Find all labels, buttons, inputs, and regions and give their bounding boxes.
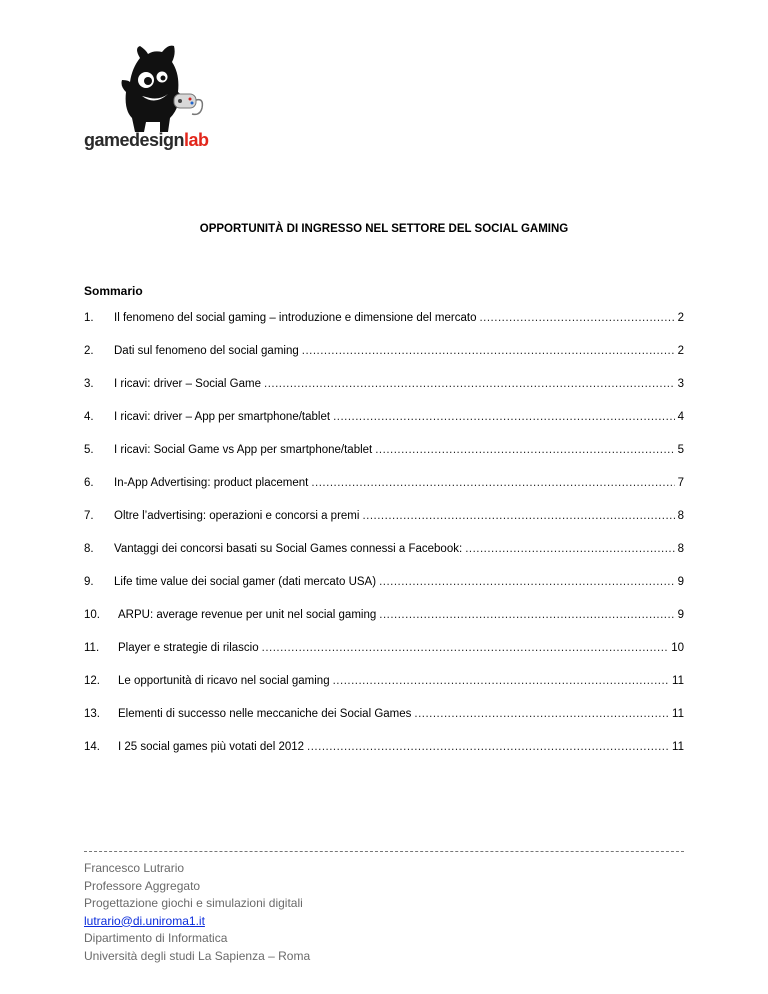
footer-divider <box>84 851 684 852</box>
toc-item[interactable]: 8. Vantaggi dei concorsi basati su Social Games connessi a Facebook: ..... 8 <box>84 543 684 576</box>
author-name: Francesco Lutrario <box>84 861 185 875</box>
toc-heading: Sommario <box>84 284 143 298</box>
document-title: OPPORTUNITÀ DI INGRESSO NEL SETTORE DEL SOCIAL GAMING <box>199 223 569 235</box>
author-footer <box>84 860 310 965</box>
toc-item[interactable]: 9. Life time value dei social gamer (dati mercato USA) ..... 9 <box>84 576 684 609</box>
toc-item[interactable]: 2. Dati sul fenomeno del social gaming ..... 2 <box>84 345 684 378</box>
author-department: Dipartimento di Informatica <box>84 931 228 945</box>
brand-wordmark: gamedesignlab <box>84 130 209 150</box>
toc-item[interactable]: 13. Elementi di successo nelle meccaniche dei Social Games ..... 11 <box>84 708 684 741</box>
toc-item[interactable]: 3. I ricavi: driver – Social Game ..... 3 <box>84 378 684 411</box>
toc-item[interactable]: 1. Il fenomeno del social gaming – introduzione e dimensione del mercato ..... 2 <box>84 312 684 345</box>
author-email-link[interactable]: lutrario@di.uniroma1.it <box>84 913 205 928</box>
toc-item[interactable]: 11. Player e strategie di rilascio ..... 10 <box>84 642 684 675</box>
toc-item[interactable]: 12. Le opportunità di ricavo nel social gaming ..... 11 <box>84 675 684 708</box>
toc-item[interactable]: 14. I 25 social games più votati del 2012 ..... 11 <box>84 741 684 774</box>
toc-item[interactable]: 5. I ricavi: Social Game vs App per smartphone/tablet ..... 5 <box>84 444 684 477</box>
toc-item[interactable]: 7. Oltre l’advertising: operazioni e concorsi a premi ..... 8 <box>84 510 684 543</box>
toc-item[interactable]: 10. ARPU: average revenue per unit nel social gaming ..... 9 <box>84 609 684 642</box>
author-course: Progettazione giochi e simulazioni digitali <box>84 896 303 910</box>
monster-mascot-icon <box>80 40 240 135</box>
table-of-contents <box>84 312 684 774</box>
author-role: Professore Aggregato <box>84 878 201 893</box>
toc-item[interactable]: 4. I ricavi: driver – App per smartphone/tablet ..... 4 <box>84 411 684 444</box>
toc-item[interactable]: 6. In-App Advertising: product placement ..... 7 <box>84 477 684 510</box>
author-university: Università degli studi La Sapienza – Roma <box>84 948 311 963</box>
